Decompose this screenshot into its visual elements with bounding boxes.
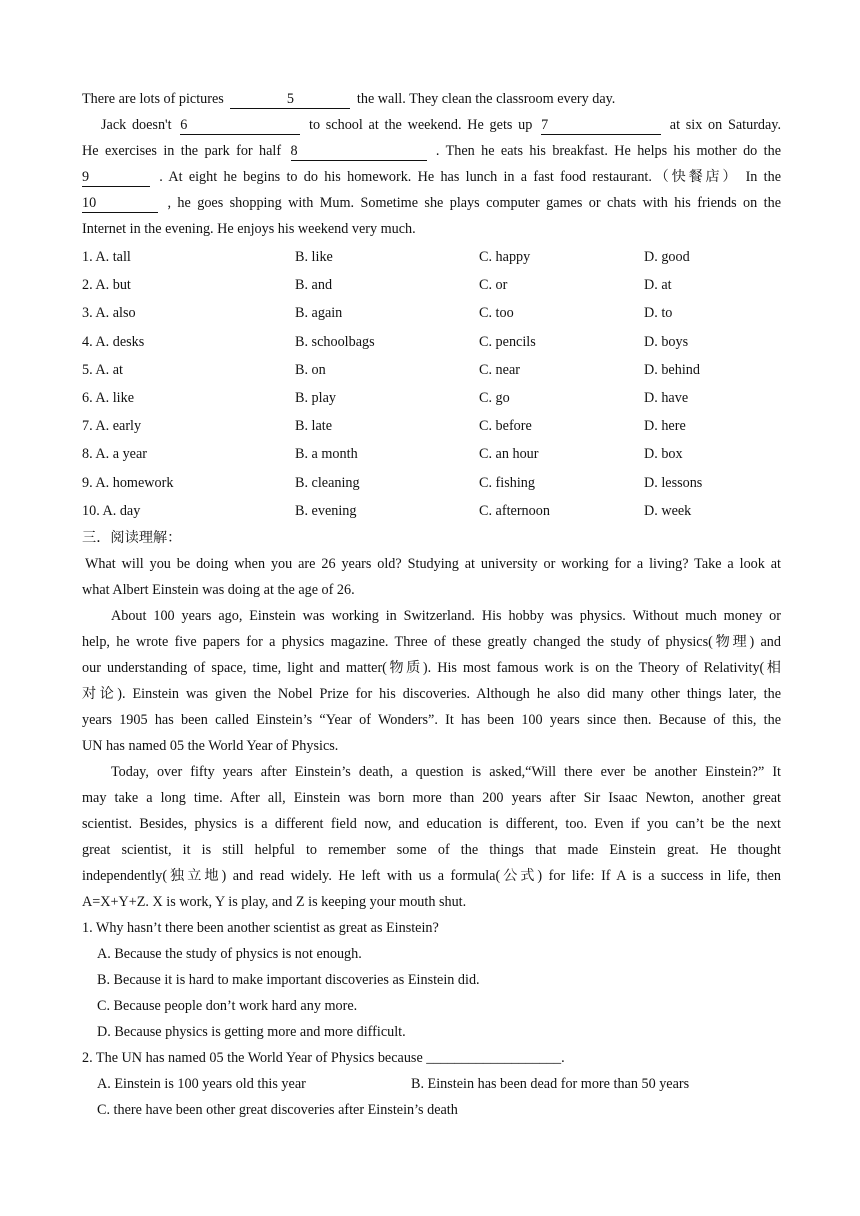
option-row — [82, 356, 781, 384]
option-b: B. like — [295, 249, 333, 265]
cloze-line-1: There are lots of pictures 5 the wall. They clean the classroom every day. — [82, 91, 616, 107]
reading-line: our understanding of space, time, light and matter(物质). His most famous work is on the Theory of Relativity(相 — [82, 659, 781, 676]
option-d: D. good — [644, 249, 690, 265]
blank-10: 10 — [82, 195, 158, 213]
option-row — [82, 384, 781, 412]
option-c: C. near — [479, 361, 520, 378]
document-page — [82, 86, 781, 1123]
option-d: D. week — [644, 502, 692, 519]
option-a: 4. A. desks — [82, 333, 145, 350]
option-a: 8. A. a year — [82, 446, 147, 463]
question-2-option-c: C. there have been other great discoveries after Einstein’s death — [97, 1101, 458, 1118]
cloze-line-5: 10 , he goes shopping with Mum. Sometime she plays computer games or chats with his friends on the — [82, 195, 781, 211]
question-1-option-c: C. Because people don’t work hard any more. — [97, 997, 358, 1014]
option-d: D. behind — [644, 361, 700, 378]
cloze-line-6: Internet in the evening. He enjoys his weekend very much. — [82, 221, 416, 237]
reading-line: may take a long time. After all, Einstein was born more than 200 years after Sir Isaac Newton, another great — [82, 789, 781, 806]
reading-line: independently(独立地) and read widely. He left with us a formula(公式) for life: If A is a success in life, then — [82, 867, 781, 884]
option-b: B. again — [295, 305, 343, 322]
option-row — [82, 469, 781, 497]
blank-6: 6 — [180, 117, 300, 135]
reading-line: scientist. Besides, physics is a different field now, and education is different, too. Even if you can’t be the next — [82, 815, 781, 832]
option-a: 9. A. homework — [82, 474, 174, 491]
cloze-line-2: Jack doesn't 6 to school at the weekend. He gets up 7 at six on Saturday. — [101, 117, 781, 133]
option-a: 2. A. but — [82, 277, 131, 294]
option-c: C. an hour — [479, 446, 539, 463]
option-c: C. before — [479, 418, 532, 435]
reading-line: great scientist, it is still helpful to remember some of the things that made Einstein great. He thought — [82, 841, 781, 858]
option-d: D. have — [644, 389, 689, 406]
option-a: 5. A. at — [82, 361, 123, 378]
reading-line: A=X+Y+Z. X is work, Y is play, and Z is keeping your mouth shut. — [82, 893, 467, 910]
reading-line: Today, over fifty years after Einstein’s death, a question is asked,“Will there ever be another Einstein?” It — [111, 763, 781, 780]
blank-7: 7 — [541, 117, 661, 135]
option-a: 7. A. early — [82, 418, 142, 435]
option-b: B. evening — [295, 502, 357, 519]
option-row — [82, 243, 781, 271]
option-d: D. at — [644, 277, 672, 294]
option-c: C. fishing — [479, 474, 535, 491]
option-c: C. pencils — [479, 333, 536, 350]
option-d: D. box — [644, 446, 683, 463]
option-row — [82, 497, 781, 525]
option-c: C. or — [479, 277, 508, 294]
question-1-option-b: B. Because it is hard to make important discoveries as Einstein did. — [97, 971, 480, 988]
cloze-line-3: He exercises in the park for half 8 . Then he eats his breakfast. He helps his mother do the — [82, 143, 781, 159]
reading-line: years 1905 has been called Einstein’s “Year of Wonders”. It has been 100 years since then. Because of this, the — [82, 711, 781, 728]
question-1-option-d: D. Because physics is getting more and more difficult. — [97, 1023, 406, 1040]
option-row — [82, 440, 781, 468]
option-b: B. schoolbags — [295, 333, 375, 350]
option-a: 1. A. tall — [82, 249, 131, 265]
option-d: D. lessons — [644, 474, 703, 491]
blank-8: 8 — [291, 143, 427, 161]
cloze-line-4: 9 . At eight he begins to do his homework. He has lunch in a fast food restaurant.（快餐店） In the — [82, 169, 781, 185]
blank-9: 9 — [82, 169, 150, 187]
option-row — [82, 299, 781, 327]
option-b: B. late — [295, 418, 333, 435]
option-b: B. on — [295, 361, 326, 378]
question-2-options-ab — [82, 1071, 781, 1097]
option-b: B. play — [295, 389, 336, 406]
option-row — [82, 412, 781, 440]
cloze-options — [82, 243, 781, 525]
option-b: B. a month — [295, 446, 358, 463]
option-a: 10. A. day — [82, 502, 141, 519]
section-title: 三．阅读理解： — [82, 529, 182, 546]
option-d: D. here — [644, 418, 686, 435]
option-b: B. and — [295, 277, 333, 294]
question-2-option-b: B. Einstein has been dead for more than 50 years — [411, 1075, 690, 1092]
option-c: C. happy — [479, 249, 531, 265]
reading-line: About 100 years ago, Einstein was working in Switzerland. His hobby was physics. Without much money or — [111, 607, 781, 624]
reading-line: 对论). Einstein was given the Nobel Prize for his discoveries. Although he also did many other things later, the — [82, 685, 781, 702]
option-c: C. go — [479, 389, 510, 406]
option-b: B. cleaning — [295, 474, 360, 491]
question-2-option-a: A. Einstein is 100 years old this year — [97, 1075, 306, 1092]
reading-line: what Albert Einstein was doing at the age of 26. — [82, 581, 355, 598]
reading-line: UN has named 05 the World Year of Physics. — [82, 737, 339, 754]
question-1: 1. Why hasn’t there been another scientist as great as Einstein? — [82, 919, 439, 936]
option-a: 6. A. like — [82, 389, 135, 406]
question-1-option-a: A. Because the study of physics is not enough. — [97, 945, 362, 962]
option-c: C. afternoon — [479, 502, 550, 519]
question-2: 2. The UN has named 05 the World Year of Physics because ___________________. — [82, 1049, 565, 1066]
option-row — [82, 328, 781, 356]
option-c: C. too — [479, 305, 514, 322]
reading-line: What will you be doing when you are 26 years old? Studying at university or working for a living? Take a look at — [85, 555, 781, 572]
option-d: D. boys — [644, 333, 689, 350]
option-d: D. to — [644, 305, 673, 322]
reading-line: help, he wrote five papers for a physics magazine. Three of these greatly changed the study of physics(物理) and — [82, 633, 781, 650]
blank-5: 5 — [230, 91, 350, 109]
option-row — [82, 271, 781, 299]
option-a: 3. A. also — [82, 305, 136, 322]
